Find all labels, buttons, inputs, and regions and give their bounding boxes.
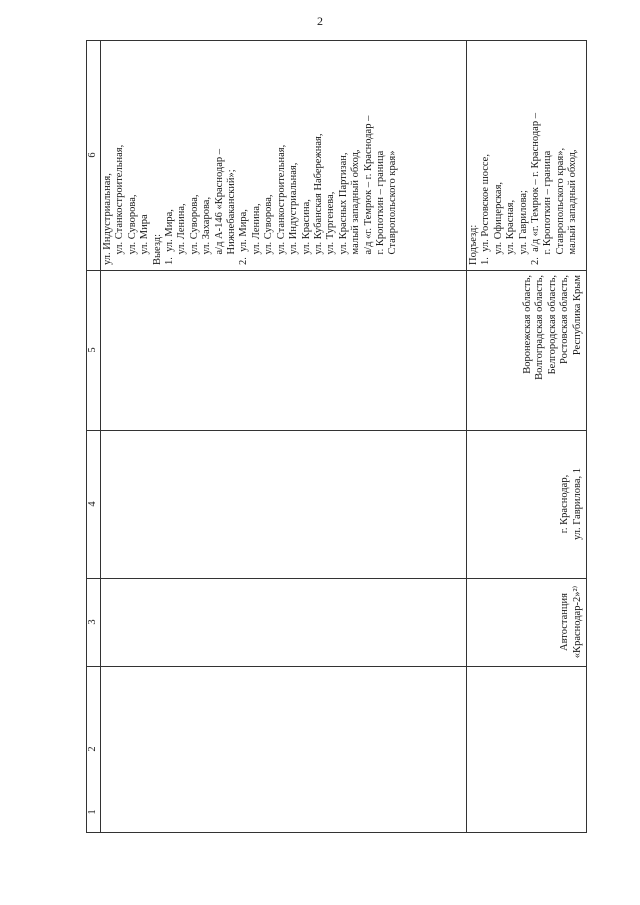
route-list-row1: ул. Индустриальная, ул. Станкостроительная, ул. Суворова, ул. Мира Выезд: 1. ул. Мира, ул. Ленина, ул. Суворова, ул. Захарова, а/д А-146 «Краснодар – Нижнебаканский»; 2. ул. Мира, ул. Ленина, ул. Суворова, ул. Станкостроительная, ул. Индустриальная, ул. Красина, ул. Кубанская Набережная, ул. Тургенева, ул. Красных Партизан, малый западный обход, а/д «г. Темрюк – г. Краснодар – г. Кропоткин – граница Ставропольского края» — [102, 115, 399, 265]
column-number: 5 — [87, 347, 98, 353]
column-number: 1 — [87, 809, 98, 815]
column-number: 6 — [87, 152, 98, 158]
table-border-right — [586, 40, 587, 833]
address-cell: г. Краснодар, ул. Гаврилова, 1 — [559, 467, 583, 541]
page-number: 2 — [317, 14, 323, 28]
table-sheet — [86, 40, 586, 832]
regions-cell: Воронежская область, Волгоградская область, Белгородская область, Ростовская область, Республика Крым — [521, 275, 583, 380]
column-number: 2 — [87, 746, 98, 752]
column-number: 3 — [87, 619, 98, 625]
column-number: 4 — [87, 501, 98, 507]
route-list-row2: Подъезд: 1. ул. Ростовское шоссе, ул. Офицерская, ул. Красная, ул. Гаврилова; 2. а/д «г. Темрюк – г. Краснодар – г. Кропоткин – граница Ставропольского края», малый западный обход, — [468, 113, 579, 265]
station-name-cell: Автостанция «Краснодар-2»²⁾ — [559, 585, 583, 659]
table-border-bottom — [86, 832, 586, 833]
column-divider — [86, 666, 586, 667]
